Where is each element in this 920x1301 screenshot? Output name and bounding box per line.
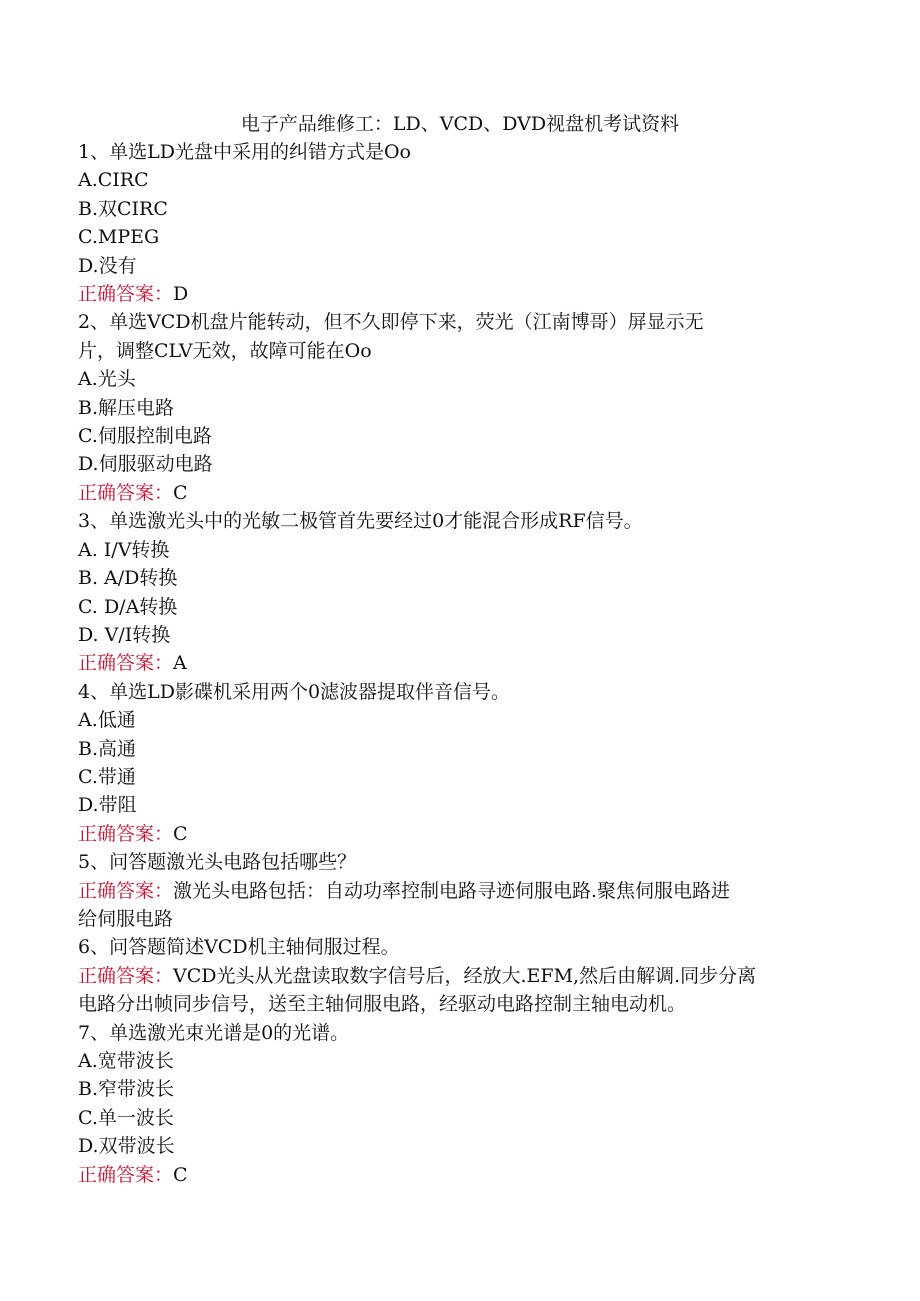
answer-option: A.CIRC — [78, 169, 149, 192]
answer-value: C — [173, 1163, 188, 1186]
answer-value: C — [173, 481, 188, 504]
answer-option: C.MPEG — [78, 226, 160, 249]
question-stem: 4、单选LD影碟机采用两个0滤波器提取伴音信号。 — [78, 680, 511, 703]
question-block — [78, 138, 838, 308]
answer-label: 正确答案： — [78, 822, 174, 845]
answer-option: D.双带波长 — [78, 1135, 175, 1158]
correct-answer — [78, 820, 838, 848]
answer-value: C — [173, 822, 188, 845]
answer-option: D.带阻 — [78, 794, 137, 817]
question-block — [78, 308, 838, 507]
question-block — [78, 848, 838, 933]
question-stem: 5、问答题激光头电路包括哪些？ — [78, 851, 357, 874]
answer-label: 正确答案： — [78, 964, 174, 987]
question-stem: 片，调整CLV无效，故障可能在Oo — [78, 339, 372, 362]
answer-option: C. D/A转换 — [78, 595, 178, 618]
answer-option: A.光头 — [78, 368, 136, 391]
answer-option: B.高通 — [78, 737, 137, 760]
document-title: 电子产品维修工：LD、VCD、DVD视盘机考试资料 — [240, 113, 680, 135]
answer-option: C.单一波长 — [78, 1106, 174, 1129]
answer-option: D.伺服驱动电路 — [78, 453, 213, 476]
answer-continuation: 给伺服电路 — [78, 907, 174, 930]
question-block — [78, 933, 838, 1018]
answer-option: B. A/D转换 — [78, 567, 178, 590]
correct-answer — [78, 962, 838, 990]
answer-value: D — [173, 283, 189, 306]
answer-value: VCD光头从光盘读取数字信号后，经放大.EFM,然后由解调.同步分离 — [173, 964, 757, 987]
answer-option: A.低通 — [78, 709, 136, 732]
answer-option: D. V/I转换 — [78, 623, 171, 646]
answer-label: 正确答案： — [78, 879, 174, 902]
question-stem: 2、单选VCD机盘片能转动，但不久即停下来，荧光（江南博哥）屏显示无 — [78, 311, 704, 334]
answer-value: 激光头电路包括：自动功率控制电路寻迹伺服电路.聚焦伺服电路进 — [173, 879, 731, 902]
question-stem: 3、单选激光头中的光敏二极管首先要经过0才能混合形成RF信号。 — [78, 510, 643, 533]
correct-answer — [78, 479, 838, 507]
answer-value: A — [173, 652, 187, 675]
answer-label: 正确答案： — [78, 652, 174, 675]
correct-answer — [78, 877, 838, 905]
answer-option: A.宽带波长 — [78, 1050, 174, 1072]
question-stem: 6、问答题简述VCD机主轴伺服过程。 — [78, 936, 400, 959]
question-block — [78, 507, 838, 677]
correct-answer — [78, 1161, 838, 1189]
answer-option: C.伺服控制电路 — [78, 425, 212, 448]
answer-label: 正确答案： — [78, 283, 174, 306]
answer-option: B.解压电路 — [78, 396, 175, 419]
answer-option: B.窄带波长 — [78, 1078, 175, 1101]
answer-label: 正确答案： — [78, 481, 174, 504]
correct-answer — [78, 280, 838, 308]
answer-continuation: 电路分出帧同步信号，送至主轴伺服电路，经驱动电路控制主轴电动机。 — [78, 993, 687, 1016]
answer-label: 正确答案： — [78, 1163, 174, 1186]
question-block — [78, 1019, 838, 1189]
question-stem: 7、单选激光束光谱是0的光谱。 — [78, 1021, 350, 1044]
answer-option: C.带通 — [78, 765, 136, 788]
answer-option: B.双CIRC — [78, 197, 168, 220]
question-block — [78, 678, 838, 848]
answer-option: A. I/V转换 — [78, 538, 170, 561]
question-list — [78, 138, 838, 1189]
answer-option: D.没有 — [78, 254, 137, 277]
question-stem: 1、单选LD光盘中采用的纠错方式是Oo — [78, 141, 411, 163]
correct-answer — [78, 649, 838, 677]
